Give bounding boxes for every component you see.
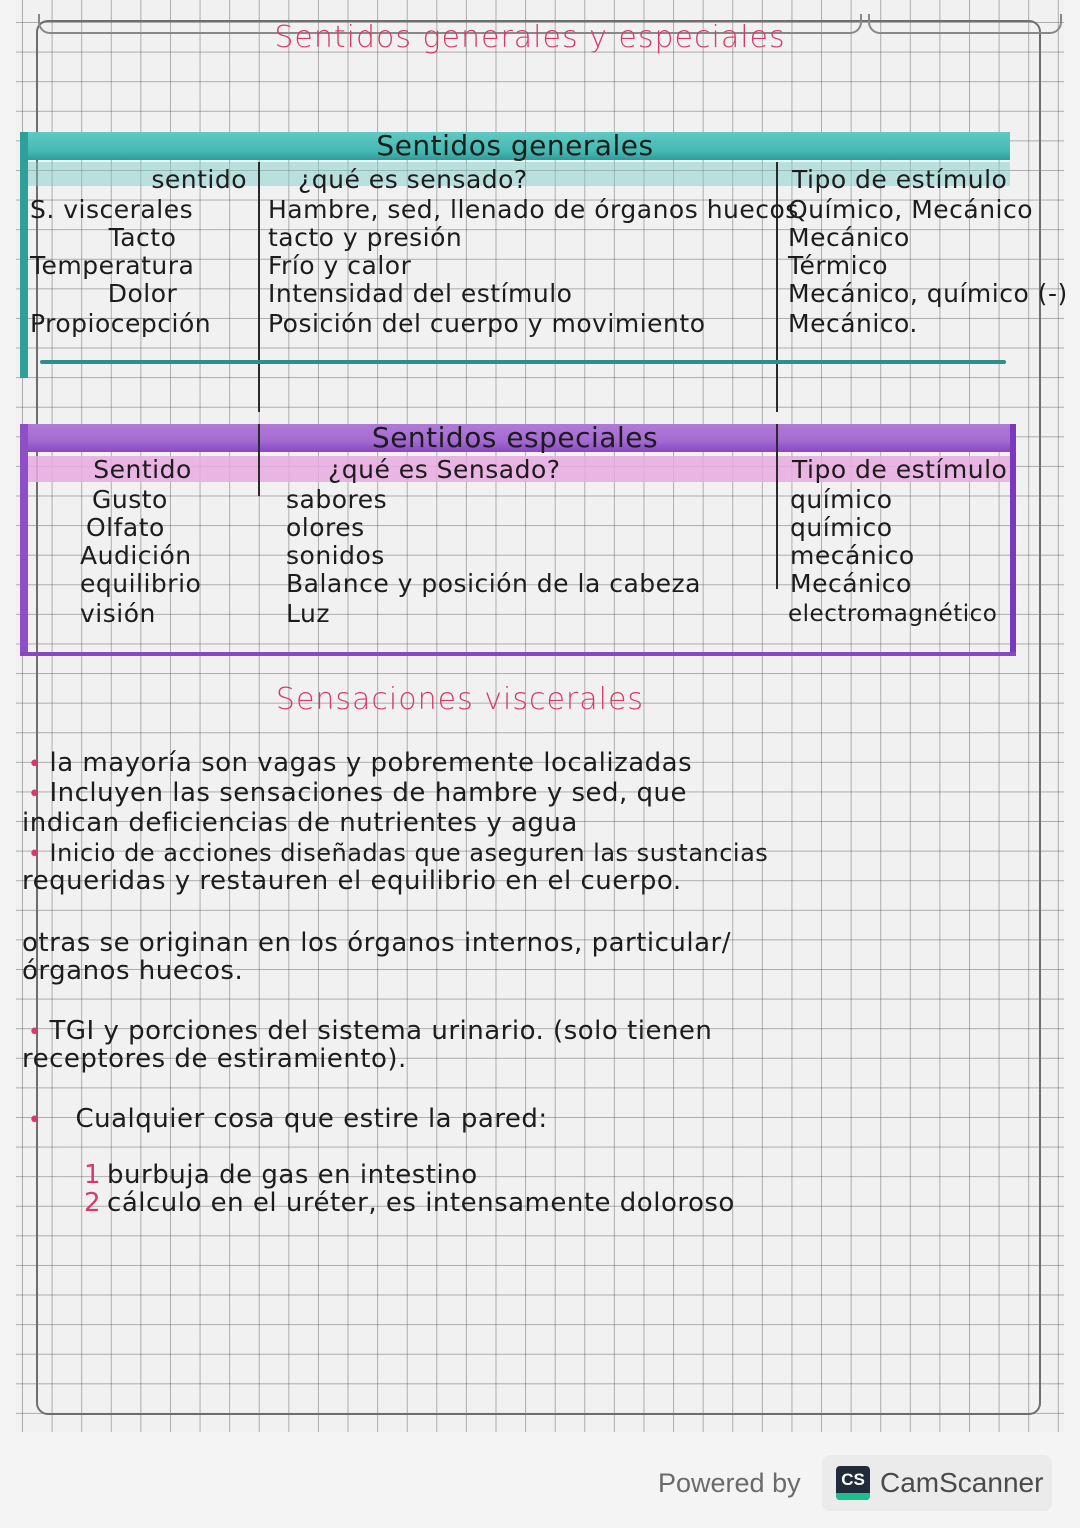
cell-stimulus: Mecánico [790,569,912,598]
table-row [20,279,1068,308]
cell-sensed: olores [286,513,365,542]
note-line: indican deficiencias de nutrientes y agua [22,808,578,838]
cell-stimulus: electromagnético [788,601,998,627]
cell-sense: Gusto [92,485,168,514]
cell-sense: Tacto [108,223,177,252]
cell-sense: Dolor [107,279,178,308]
table-row [20,570,1010,598]
note-line: • TGI y porciones del sistema urinario. (solo tienen [28,1016,713,1046]
cell-sensed: Balance y posición de la cabeza [286,569,701,598]
cell-sensed: Luz [286,599,330,628]
numbered-item: 1 burbuja de gas en intestino [84,1160,478,1190]
powered-by-label: Powered by [658,1468,801,1498]
item-number: 1 [84,1160,102,1190]
column-header: ¿qué es sensado? [298,165,528,194]
cell-sense: S. viscerales [30,195,194,224]
table-row [20,224,1010,252]
cell-sensed: Posición del cuerpo y movimiento [268,309,706,338]
column-header: Tipo de estímulo [792,455,1008,484]
general-senses-table [20,129,1068,382]
cell-sensed: sonidos [286,541,385,570]
table-row [20,600,1010,628]
column-header: ¿qué es Sensado? [328,455,561,484]
table-bottom-rule [20,652,1016,656]
cell-sensed: Frío y calor [268,251,412,280]
section-title: Sensaciones viscerales [275,682,645,717]
special-senses-table [20,421,1010,660]
table-row [20,252,1010,280]
note-line: • Inicio de acciones diseñadas que aseguren las sustancias [28,839,769,867]
bullet-icon: • [28,842,42,867]
bullet-icon: • [28,782,42,807]
cell-sense: Propiocepción [30,309,212,338]
table-header-row [20,166,1010,194]
column-header: Sentido [93,455,192,484]
note-line: requeridas y restauren el equilibrio en el cuerpo. [22,866,682,896]
table-heading: Sentidos especiales [20,424,1010,452]
cell-stimulus: químico [790,485,893,514]
cell-stimulus: Mecánico [788,223,910,252]
bullet-icon: • [28,752,42,777]
cell-sensed: tacto y presión [268,223,463,252]
cell-stimulus: Térmico [788,251,889,280]
cell-stimulus: Químico, Mecánico [788,195,1034,224]
cell-stimulus: Mecánico, químico (-) [788,279,1068,308]
bullet-icon: • [28,1020,42,1045]
cell-sensed: Hambre, sed, llenado de órganos huecos [268,195,799,224]
cell-sense: visión [80,599,156,628]
cell-sense: equilibrio [80,569,202,598]
table-header-row [20,456,1010,484]
cell-sensed: sabores [286,485,388,514]
note-line: • la mayoría son vagas y pobremente localizadas [28,748,693,778]
page-title: Sentidos generales y especiales [274,20,786,55]
note-line: órganos huecos. [22,956,244,986]
cell-sense: Audición [80,541,192,570]
item-number: 2 [84,1188,102,1218]
numbered-item: 2 cálculo en el uréter, es intensamente doloroso [84,1188,735,1218]
cell-stimulus: Mecánico. [788,309,918,338]
table-row [20,486,1010,514]
table-bottom-rule [40,360,1006,364]
camscanner-logo-icon: CS [836,1466,870,1500]
note-line: otras se originan en los órganos internos, particular/ [22,928,732,958]
table-row [20,310,1010,338]
brand-name: CamScanner [880,1467,1044,1498]
table-heading: Sentidos generales [20,132,1010,160]
bullet-icon: • [28,1108,42,1133]
note-line: • Cualquier cosa que estire la pared: [28,1104,548,1134]
table-row [20,514,1010,542]
cell-sensed: Intensidad del estímulo [268,279,573,308]
note-line: receptores de estiramiento). [22,1044,407,1074]
column-header: sentido [151,165,247,194]
camscanner-badge[interactable] [822,1455,1052,1511]
cell-stimulus: mecánico [790,541,915,570]
table-row [20,542,1010,570]
cell-sense: Temperatura [30,251,195,280]
cell-sense: Olfato [86,513,165,542]
cell-stimulus: químico [790,513,893,542]
note-line: • Incluyen las sensaciones de hambre y sed, que [28,778,688,808]
table-row [20,195,1034,224]
column-header: Tipo de estímulo [792,165,1008,194]
